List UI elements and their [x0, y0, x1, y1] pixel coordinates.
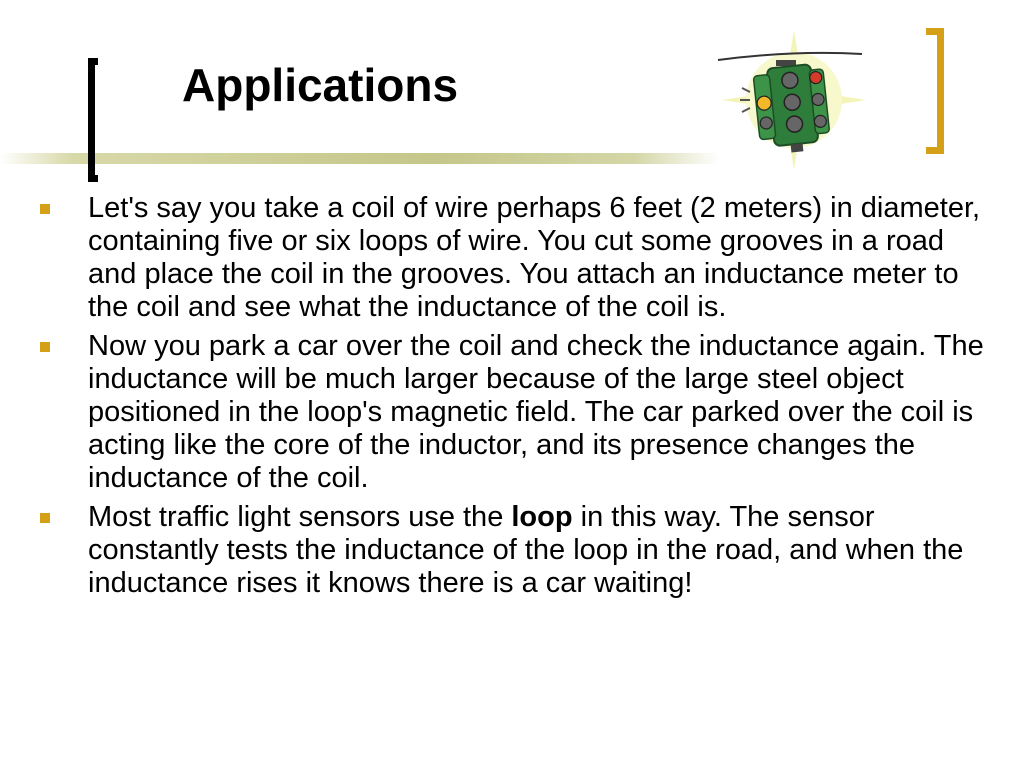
bullet-text: Now you park a car over the coil and check the inductance again. The inductance will be much larger because of the large steel object positioned in the loop's magnetic field. The car parked over the coil is acting like the core of the inductor, and its presence changes the inductance of the coil. [88, 330, 984, 494]
title-underline-rule [0, 153, 720, 164]
bullet-list [40, 192, 1000, 606]
traffic-light-icon [714, 20, 874, 180]
bullet-item [40, 501, 1000, 600]
bullet-text-after: in this way. The sensor constantly tests the inductance of the loop in the road, and when the inductance rises it knows there is a car waiting! [88, 501, 964, 599]
left-bracket-decoration [88, 58, 98, 182]
bullet-item [40, 192, 1000, 324]
bullet-text-before: Most traffic light sensors use the [88, 501, 512, 533]
bullet-marker-icon [40, 342, 50, 352]
bullet-bold-term: loop [511, 501, 573, 533]
right-bracket-decoration [926, 28, 944, 154]
bullet-marker-icon [40, 513, 50, 523]
bullet-item [40, 330, 1000, 495]
bullet-text [88, 501, 1000, 600]
slide-title: Applications [182, 59, 459, 111]
bullet-text: Let's say you take a coil of wire perhaps 6 feet (2 meters) in diameter, containing five or six loops of wire. You cut some grooves in a road and place the coil in the grooves. You attach an inductance meter to the coil and see what the inductance of the coil is. [88, 192, 981, 323]
bullet-marker-icon [40, 204, 50, 214]
